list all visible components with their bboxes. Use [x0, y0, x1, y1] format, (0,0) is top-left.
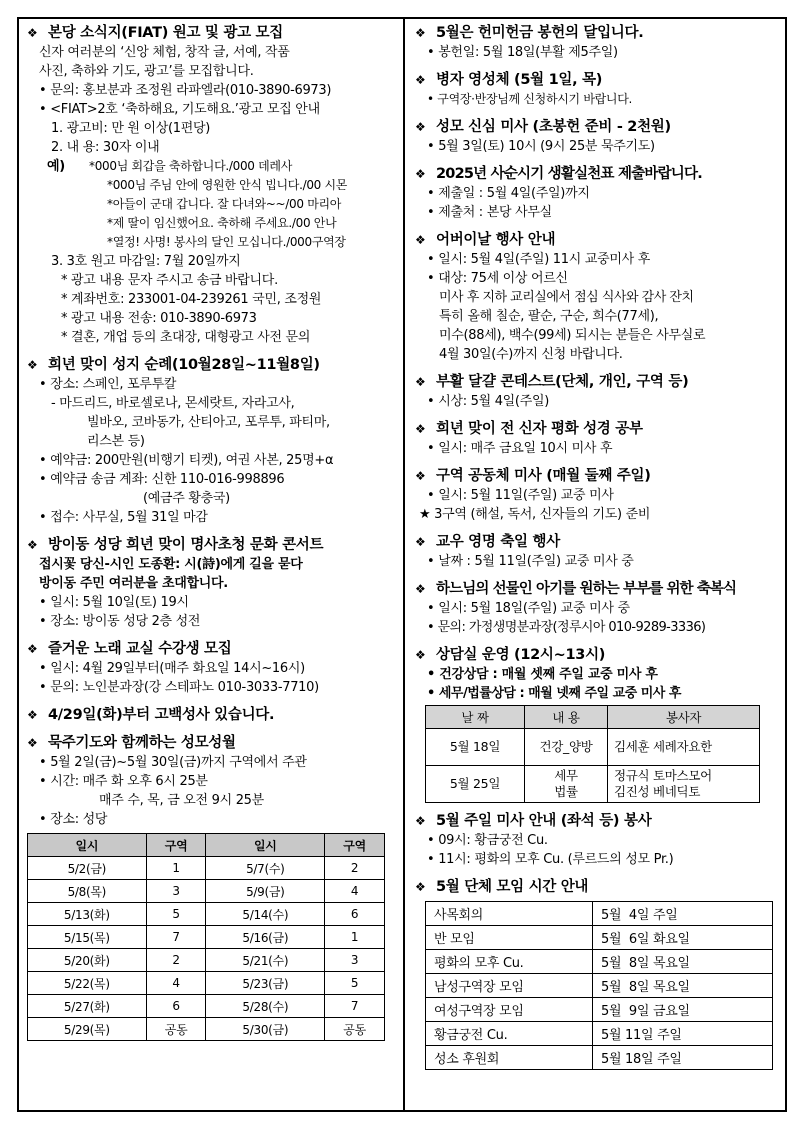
table-cell: 5/7(수) — [206, 857, 325, 880]
pilgrimage-line: (예금주 황충국) — [143, 491, 230, 506]
clover-icon: ❖ — [27, 538, 38, 552]
table-cell: 5/27(화) — [28, 995, 147, 1018]
pilgrimage-line: • 접수: 사무실, 5월 31일 마감 — [39, 510, 208, 525]
table-cell: 5월 8일 목요일 — [593, 974, 773, 998]
table-cell: 5월 9일 금요일 — [593, 998, 773, 1022]
clover-icon: ❖ — [415, 26, 426, 40]
bible-title — [415, 419, 779, 439]
egg-line: • 시상: 5월 4일(주일) — [427, 394, 549, 409]
fiat-line: * 결혼, 개업 등의 초대장, 대형광고 사전 문의 — [61, 330, 311, 345]
egg-title — [415, 372, 779, 392]
counsel-table — [425, 705, 760, 803]
parents-title — [415, 230, 779, 250]
fiat-line: 신자 여러분의 ‘신앙 체험, 창작 글, 서예, 작품 — [39, 45, 290, 60]
table-header-row — [28, 834, 385, 857]
clover-icon: ❖ — [415, 120, 426, 134]
parents-line: 미수(88세), 백수(99세) 되시는 분들은 사무실로 — [439, 328, 706, 343]
table-cell: 세무 법률 — [525, 766, 608, 803]
fiat-example-line — [27, 157, 396, 176]
table-row — [28, 1018, 385, 1041]
mass-title — [415, 117, 779, 137]
blessing-line: • 일시: 5월 18일(주일) 교중 미사 중 — [427, 601, 630, 616]
mass-title-text: 성모 신심 미사 (초봉헌 준비 - 2천원) — [436, 119, 671, 135]
example-label: 예) — [47, 159, 65, 174]
fiat-line: * 광고 내용 문자 주시고 송금 바랍니다. — [61, 273, 278, 288]
fiat-example: *열정! 사명! 봉사의 달인 모십니다./000구역장 — [107, 235, 346, 249]
community-line: ★ 3구역 (해설, 독서, 신자들의 기도) 준비 — [419, 507, 651, 522]
bulletin-page — [17, 17, 787, 1112]
clover-icon: ❖ — [415, 233, 426, 247]
table-cell: 7 — [146, 926, 206, 949]
table-cell: 1 — [325, 926, 385, 949]
table-cell: 5/8(목) — [28, 880, 147, 903]
bible-section — [415, 419, 779, 458]
singing-title — [27, 639, 396, 659]
sick-section — [415, 70, 779, 109]
table-cell: 2 — [325, 857, 385, 880]
table-row — [28, 972, 385, 995]
clover-icon: ❖ — [415, 73, 426, 87]
parents-line: 특히 올해 칠순, 팔순, 구순, 희수(77세), — [439, 309, 659, 324]
singing-title-text: 즐거운 노래 교실 수강생 모집 — [48, 641, 232, 657]
table-row — [426, 974, 773, 998]
clover-icon: ❖ — [415, 469, 426, 483]
sundaymass-title — [415, 811, 779, 831]
table-cell: 4 — [325, 880, 385, 903]
pilgrimage-title — [27, 355, 396, 375]
table-cell: 5/9(금) — [206, 880, 325, 903]
table-header-row — [426, 706, 760, 729]
community-line: • 일시: 5월 11일(주일) 교중 미사 — [427, 488, 614, 503]
concert-line: • 일시: 5월 10일(토) 19시 — [39, 595, 189, 610]
rosary-section — [27, 733, 396, 1041]
table-cell: 4 — [146, 972, 206, 995]
rosary-line: 매주 수, 목, 금 오전 9시 25분 — [99, 793, 264, 808]
table-cell: 3 — [325, 949, 385, 972]
clover-icon: ❖ — [415, 648, 426, 662]
counsel-line: • 세무/법률상담 : 매월 넷째 주일 교중 미사 후 — [427, 686, 681, 701]
table-cell: 5월 4일 주일 — [593, 902, 773, 926]
fiat-title-text: 본당 소식지(FIAT) 원고 및 광고 모집 — [48, 25, 283, 41]
rosary-title — [27, 733, 396, 753]
fiat-line: 2. 내 용: 30자 이내 — [51, 140, 160, 155]
concert-line: 접시꽃 당신-시인 도종환: 시(詩)에게 길을 묻다 — [39, 557, 303, 572]
sick-title-text: 병자 영성체 (5월 1일, 목) — [436, 72, 603, 88]
table-cell: 5월 6일 화요일 — [593, 926, 773, 950]
clover-icon: ❖ — [415, 422, 426, 436]
table-cell: 5/16(금) — [206, 926, 325, 949]
parents-line: • 대상: 75세 이상 어르신 — [427, 271, 568, 286]
table-row — [426, 902, 773, 926]
table-row — [426, 766, 760, 803]
table-cell: 공동 — [325, 1018, 385, 1041]
table-cell: 5/13(화) — [28, 903, 147, 926]
table-cell: 5월 18일 주일 — [593, 1046, 773, 1070]
sick-line: • 구역장·반장님께 신청하시기 바랍니다. — [427, 92, 633, 106]
table-row — [426, 1022, 773, 1046]
table-header: 내 용 — [525, 706, 608, 729]
table-cell: 5/2(금) — [28, 857, 147, 880]
table-cell: 남성구역장 모임 — [426, 974, 593, 998]
concert-title — [27, 535, 396, 555]
clover-icon: ❖ — [415, 582, 425, 596]
fiat-line: 3. 3호 원고 마감일: 7월 20일까지 — [51, 254, 241, 269]
table-cell: 김세훈 세례자요한 — [608, 729, 760, 766]
parents-line: 4월 30일(수)까지 신청 바랍니다. — [439, 347, 623, 362]
table-cell: 5월 11일 주일 — [593, 1022, 773, 1046]
table-header: 봉사자 — [608, 706, 760, 729]
offering-line: • 봉헌일: 5월 18일(부활 제5주일) — [427, 45, 618, 60]
mass-section — [415, 117, 779, 156]
fiat-example: *제 딸이 임신했어요. 축하해 주세요./00 안나 — [107, 216, 337, 230]
fiat-example: *000님 주님 안에 영원한 안식 빕니다./00 시몬 — [107, 178, 348, 192]
pilgrimage-line: • 예약금 송금 계좌: 신한 110-016-998896 — [39, 472, 285, 487]
rosary-line: • 5월 2일(금)~5월 30일(금)까지 구역에서 주관 — [39, 755, 307, 770]
concert-section — [27, 535, 396, 631]
pilgrimage-section — [27, 355, 396, 527]
table-cell: 성소 후원회 — [426, 1046, 593, 1070]
table-cell: 3 — [146, 880, 206, 903]
singing-line: • 문의: 노인분과장(강 스테파노 010-3033-7710) — [39, 680, 319, 695]
teacher-title — [415, 532, 779, 552]
table-header: 일시 — [206, 834, 325, 857]
fiat-title — [27, 23, 396, 43]
fiat-line: * 광고 내용 전송: 010-3890-6973 — [61, 311, 257, 326]
clover-icon: ❖ — [415, 535, 426, 549]
fiat-example: *000님 회갑을 축하합니다./000 데레사 — [89, 159, 293, 173]
census-section — [415, 164, 779, 222]
counsel-title — [415, 645, 779, 665]
offering-section — [415, 23, 779, 62]
clover-icon: ❖ — [27, 708, 38, 722]
singing-line: • 일시: 4월 29일부터(매주 화요일 14시~16시) — [39, 661, 305, 676]
pilgrimage-line: 리스본 등) — [87, 434, 145, 449]
table-row — [426, 950, 773, 974]
table-row — [426, 926, 773, 950]
groups-section — [415, 877, 779, 1070]
offering-title — [415, 23, 779, 43]
table-cell: 사목회의 — [426, 902, 593, 926]
pilgrimage-line: • 예약금: 200만원(비행기 티켓), 여권 사본, 25명+α — [39, 453, 334, 468]
table-row — [426, 1046, 773, 1070]
table-cell: 5/30(금) — [206, 1018, 325, 1041]
blessing-title — [415, 579, 779, 599]
fiat-example: *아들이 군대 갑니다. 잘 다녀와~~/00 마리아 — [107, 197, 342, 211]
rosary-title-text: 묵주기도와 함께하는 성모성월 — [48, 735, 236, 751]
table-row — [426, 729, 760, 766]
table-cell: 5/29(목) — [28, 1018, 147, 1041]
table-cell: 5월 8일 목요일 — [593, 950, 773, 974]
table-cell: 6 — [146, 995, 206, 1018]
fiat-section — [27, 23, 396, 347]
fiat-line: 1. 광고비: 만 원 이상(1편당) — [51, 121, 211, 136]
sundaymass-title-text: 5월 주일 미사 안내 (좌석 등) 봉사 — [436, 813, 652, 829]
groups-title — [415, 877, 779, 897]
table-cell: 2 — [146, 949, 206, 972]
table-cell: 5 — [325, 972, 385, 995]
egg-section — [415, 372, 779, 411]
table-row — [28, 903, 385, 926]
pilgrimage-line: 빌바오, 코바동가, 산티아고, 포루투, 파티마, — [87, 415, 330, 430]
table-cell: 5/22(목) — [28, 972, 147, 995]
clover-icon: ❖ — [27, 358, 38, 372]
parents-section — [415, 230, 779, 364]
pilgrimage-line: • 장소: 스페인, 포루투칼 — [39, 377, 177, 392]
census-title — [415, 164, 779, 184]
counsel-section — [415, 645, 779, 803]
table-header: 구역 — [146, 834, 206, 857]
clover-icon: ❖ — [27, 642, 38, 656]
table-cell: 반 모임 — [426, 926, 593, 950]
clover-icon: ❖ — [415, 880, 426, 894]
parents-title-text: 어버이날 행사 안내 — [436, 232, 556, 248]
bible-line: • 일시: 매주 금요일 10시 미사 후 — [427, 441, 613, 456]
blessing-title-text: 하느님의 선물인 아기를 원하는 부부를 위한 축복식 — [436, 581, 737, 597]
table-row — [28, 880, 385, 903]
table-cell: 5/28(수) — [206, 995, 325, 1018]
table-row — [28, 857, 385, 880]
counsel-title-text: 상담실 운영 (12시~13시) — [436, 647, 606, 663]
table-cell: 1 — [146, 857, 206, 880]
groups-title-text: 5월 단체 모임 시간 안내 — [436, 879, 589, 895]
rosary-schedule-table — [27, 833, 385, 1041]
table-row — [28, 949, 385, 972]
table-cell: 5 — [146, 903, 206, 926]
concert-line: • 장소: 방이동 성당 2층 성전 — [39, 614, 201, 629]
teacher-title-text: 교우 영명 축일 행사 — [436, 534, 560, 550]
census-line: • 제출처 : 본당 사무실 — [427, 205, 552, 220]
egg-title-text: 부활 달걀 콘테스트(단체, 개인, 구역 등) — [436, 374, 689, 390]
sundaymass-section — [415, 811, 779, 869]
pilgrimage-line: - 마드리드, 바로셀로나, 몬세랏트, 자라고사, — [51, 396, 295, 411]
parents-line: 미사 후 지하 교리실에서 점심 식사와 감사 잔치 — [439, 290, 694, 305]
clover-icon: ❖ — [415, 375, 426, 389]
concert-line: 방이동 주민 여러분을 초대합니다. — [39, 576, 228, 591]
fiat-line: • 문의: 홍보분과 조정원 라파엘라(010-3890-6973) — [39, 83, 332, 98]
blessing-section — [415, 579, 779, 637]
confession-section — [27, 705, 396, 725]
clover-icon: ❖ — [27, 26, 38, 40]
fiat-line: * 계좌번호: 233001-04-239261 국민, 조정원 — [61, 292, 322, 307]
left-column — [19, 19, 402, 1110]
fiat-line: • <FIAT>2호 ‘축하해요, 기도해요.’광고 모집 안내 — [39, 102, 320, 117]
offering-title-text: 5월은 헌미헌금 봉헌의 달입니다. — [436, 25, 644, 41]
table-cell: 건강_양방 — [525, 729, 608, 766]
clover-icon: ❖ — [415, 167, 425, 181]
community-title — [415, 466, 779, 486]
table-cell: 공동 — [146, 1018, 206, 1041]
table-cell: 5/21(수) — [206, 949, 325, 972]
table-cell: 5/20(화) — [28, 949, 147, 972]
confession-title — [27, 705, 396, 725]
table-row — [28, 995, 385, 1018]
census-title-text: 2025년 사순시기 생활실천표 제출바랍니다. — [436, 166, 702, 182]
fiat-line: 사진, 축하와 기도, 광고’를 모집합니다. — [39, 64, 254, 79]
census-line: • 제출일 : 5월 4일(주일)까지 — [427, 186, 590, 201]
pilgrimage-title-text: 희년 맞이 성지 순례(10월28일~11월8일) — [48, 357, 320, 373]
table-cell: 5/14(수) — [206, 903, 325, 926]
community-title-text: 구역 공동체 미사 (매월 둘째 주일) — [436, 468, 651, 484]
groups-table — [425, 901, 773, 1070]
blessing-line: • 문의: 가정생명분과장(정루시아 010-9289-3336) — [427, 620, 706, 635]
teacher-section — [415, 532, 779, 571]
counsel-line: • 건강상담 : 매월 셋째 주일 교중 미사 후 — [427, 667, 658, 682]
table-header: 일시 — [28, 834, 147, 857]
table-header: 날 짜 — [426, 706, 525, 729]
mass-line: • 5월 3일(토) 10시 (9시 25분 묵주기도) — [427, 139, 655, 154]
concert-title-text: 방이동 성당 희년 맞이 명사초청 문화 콘서트 — [48, 537, 324, 553]
singing-section — [27, 639, 396, 697]
table-cell: 황금궁전 Cu. — [426, 1022, 593, 1046]
table-cell: 5월 25일 — [426, 766, 525, 803]
clover-icon: ❖ — [415, 814, 426, 828]
right-column — [403, 19, 785, 1110]
bible-title-text: 희년 맞이 전 신자 평화 성경 공부 — [436, 421, 643, 437]
parents-line: • 일시: 5월 4일(주일) 11시 교중미사 후 — [427, 252, 650, 267]
table-cell: 6 — [325, 903, 385, 926]
table-header: 구역 — [325, 834, 385, 857]
sundaymass-line: • 11시: 평화의 모후 Cu. (루르드의 성모 Pr.) — [427, 852, 674, 867]
teacher-line: • 날짜 : 5월 11일(주일) 교중 미사 중 — [427, 554, 634, 569]
table-cell: 여성구역장 모임 — [426, 998, 593, 1022]
rosary-line: • 시간: 매주 화 오후 6시 25분 — [39, 774, 208, 789]
rosary-line: • 장소: 성당 — [39, 812, 108, 827]
table-cell: 5/23(금) — [206, 972, 325, 995]
table-row — [28, 926, 385, 949]
table-row — [426, 998, 773, 1022]
table-cell: 7 — [325, 995, 385, 1018]
clover-icon: ❖ — [27, 736, 38, 750]
community-section — [415, 466, 779, 524]
table-cell: 정규식 토마스모어 김진성 베네딕토 — [608, 766, 760, 803]
sundaymass-line: • 09시: 황금궁전 Cu. — [427, 833, 548, 848]
table-cell: 평화의 모후 Cu. — [426, 950, 593, 974]
table-cell: 5월 18일 — [426, 729, 525, 766]
table-cell: 5/15(목) — [28, 926, 147, 949]
sick-title — [415, 70, 779, 90]
confession-title-text: 4/29일(화)부터 고백성사 있습니다. — [48, 707, 275, 723]
